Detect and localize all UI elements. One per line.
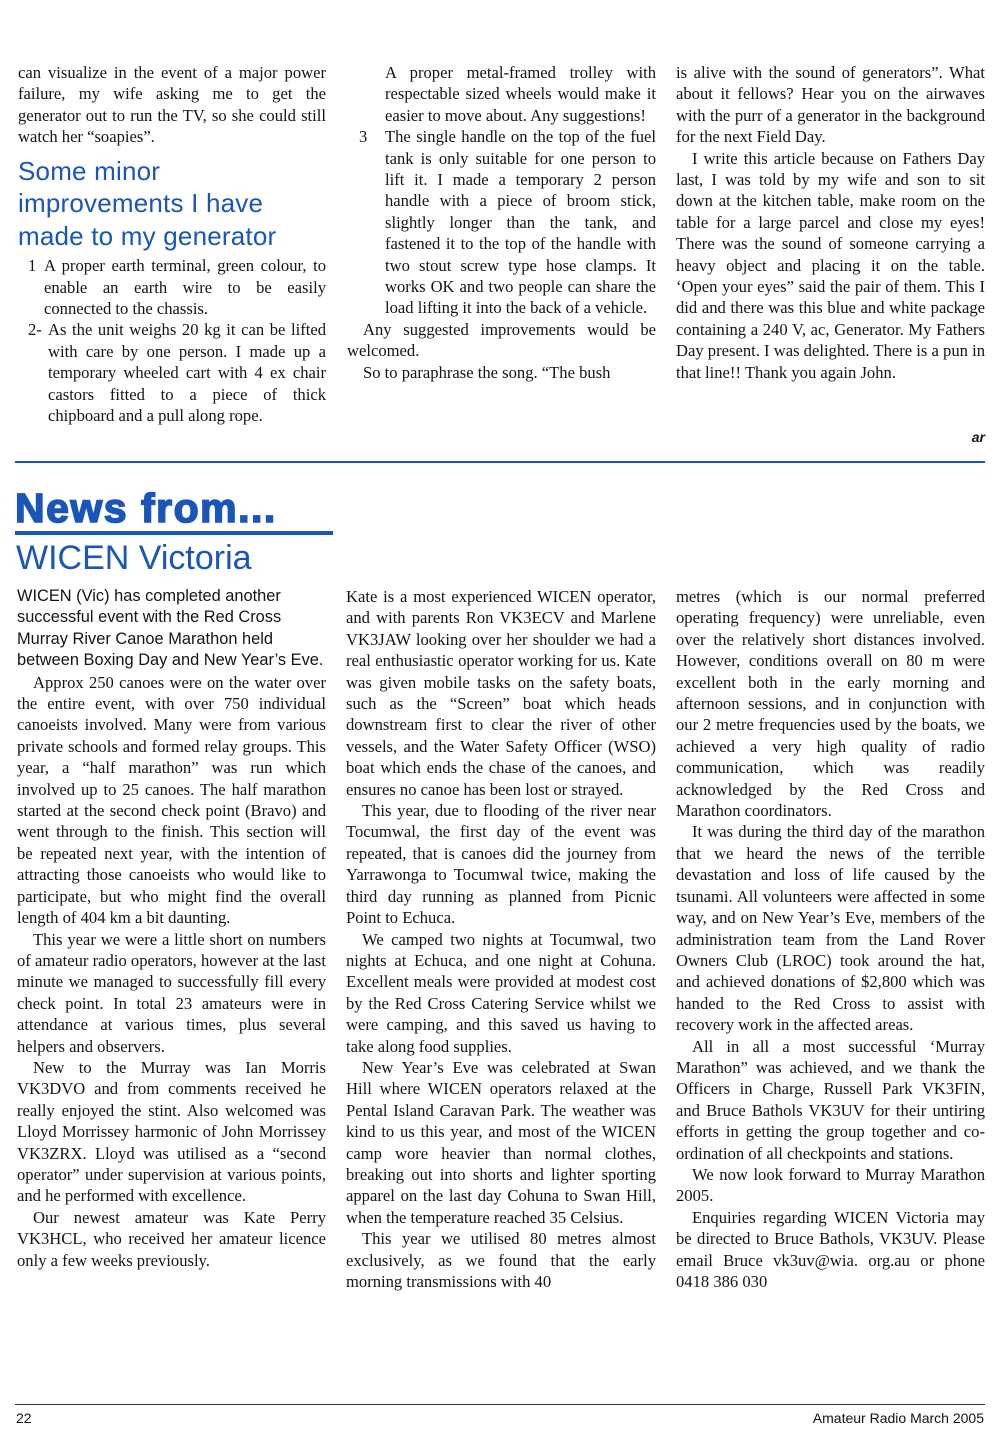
paragraph: It was during the third day of the marathon that we heard the news of the terrible devastation and loss of life caused by the tsunami. All volunteers were affected in some way, and on New Year’s Eve, members of the administration team from the Land Rover Owners Club (LROC) took around the hat, and achieved donations of $2,800 which was handed to the Red Cross to assist with recovery work in the affected areas. bbox=[676, 822, 985, 1035]
paragraph: This year, due to flooding of the river near Tocumwal, the first day of the event was repeated, that is canoes did the journey from Yarrawonga to Tocumwal twice, making the third day running as planned from Picnic Point to Echuca. bbox=[346, 801, 656, 928]
banner-underline bbox=[15, 531, 333, 535]
paragraph: New to the Murray was Ian Morris VK3DVO and from comments received he really enjoyed the stint. Also welcomed was Lloyd Morrissey harmonic of John Morrissey VK3ZRX. Lloyd was utilised as a “second operator” under supervision at various points, and he performed with excellence. bbox=[17, 1057, 326, 1206]
top-column-3 bbox=[676, 62, 985, 383]
list-item-text: The single handle on the top of the fuel tank is only suitable for one person to lift it. I made a temporary 2 person handle with a piece of broom stick, slightly longer than the tank, and fastened it to the top of the handle with two stout screw type hose clamps. It works OK and two people can share the load lifting it into the back of a vehicle. bbox=[385, 127, 656, 318]
news-column-3 bbox=[676, 586, 985, 1292]
paragraph: So to paraphrase the song. “The bush bbox=[363, 362, 611, 382]
page-number: 22 bbox=[16, 1410, 32, 1426]
publication-footer: Amateur Radio March 2005 bbox=[812, 1410, 984, 1426]
top-column-1 bbox=[18, 62, 326, 426]
paragraph: Our newest amateur was Kate Perry VK3HCL, who received her amateur licence only a few weeks previously. bbox=[17, 1207, 326, 1270]
paragraph: All in all a most successful ‘Murray Marathon” was achieved, and we thank the Officers in Charge, Russell Park VK3FIN, and Bruce Bathols VK3UV for their untiring efforts in getting the group together and co-ordination of all checkpoints and stations. bbox=[676, 1036, 985, 1163]
paragraph: Enquiries regarding WICEN Victoria may be directed to Bruce Bathols, VK3UV. Please email Bruce vk3uv@wia. org.au or phone 0418 386 030 bbox=[676, 1207, 985, 1291]
paragraph: is alive with the sound of generators”. What about it fellows? Hear you on the airwaves with the purr of a generator in the background for the next Field Day. bbox=[676, 63, 985, 147]
top-column-2 bbox=[347, 62, 656, 383]
news-column-2 bbox=[346, 586, 656, 1292]
paragraph: This year we utilised 80 metres almost exclusively, as we found that the early morning transmissions with 40 bbox=[346, 1229, 656, 1291]
paragraph: New Year’s Eve was celebrated at Swan Hill where WICEN operators relaxed at the Pental Island Caravan Park. The weather was kind to us this year, and most of the WICEN camp wore heavier than normal clothes, breaking out into shorts and lighter sporting apparel on the last day Cohuna to Swan Hill, when the temperature reached 35 Celsius. bbox=[346, 1057, 656, 1227]
paragraph: Approx 250 canoes were on the water over the entire event, with over 750 individual canoeists involved. Many were from various private schools and formed relay groups. This year, a “half marathon” was run which involved up to 25 canoes. The half marathon started at the second check point (Bravo) and went through to the finish. This section will be repeated next year, with the intention of attracting those canoeists who would like to participate, but who might find the overall length of 404 km a bit daunting. bbox=[17, 672, 326, 928]
list-item bbox=[347, 126, 656, 319]
top-intro-paragraph: can visualize in the event of a major power failure, my wife asking me to get the generator out to run the TV, so she could still watch her “soapies”. bbox=[18, 63, 326, 147]
paragraph: Any suggested improvements would be welcomed. bbox=[347, 319, 656, 361]
paragraph: We now look forward to Murray Marathon 2005. bbox=[676, 1164, 985, 1206]
paragraph: metres (which is our normal preferred operating frequency) were unreliable, even over the relatively short distances involved. However, conditions overall on 80 m were excellent both in the early morning and afternoon sessions, and in conjunction with our 2 metre frequencies used by the boats, we achieved a very high quality of radio communication, which was readily acknowledged by the Red Cross and Marathon coordinators. bbox=[676, 587, 985, 821]
paragraph: Kate is a most experienced WICEN operator, and with parents Ron VK3ECV and Marlene VK3JAW looking over her shoulder we had a real enthusiastic operator working for us. Kate was given mobile tasks on the safety boats, such as the “Screen” boat which heads downstream first to clear the river of other vessels, and the Water Safety Officer (WSO) boat which ends the chase of the canoes, and ensures no canoe has been lost or strayed. bbox=[346, 587, 656, 799]
paragraph: We camped two nights at Tocumwal, two nights at Echuca, and one night at Cohuna. Excellent meals were provided at modest cost by the Red Cross Catering Service whilst we were camping, and this saved us having to take along food supplies. bbox=[346, 929, 656, 1056]
list-item-number: 1 bbox=[28, 256, 37, 276]
section-subheading: Some minor improvements I have made to my generator bbox=[18, 155, 277, 251]
paragraph: I write this article because on Fathers Day last, I was told by my wife and son to sit down at the kitchen table, make room on the table for a large parcel and close my eyes! There was the sound of someone carrying a heavy object and placing it on the table. ‘Open your eyes” said the pair of them. This I did and there was this blue and white package containing a 240 V, ac, Generator. My Fathers Day present. I was delighted. There is a pun in that line!! Thank you again John. bbox=[676, 148, 985, 382]
list-item-text: A proper earth terminal, green colour, to enable an earth wire to be easily connected to the chassis. bbox=[44, 256, 326, 318]
list-item bbox=[18, 319, 326, 426]
list-item bbox=[18, 255, 326, 319]
news-banner: News from... bbox=[15, 485, 277, 531]
list-item-continuation: A proper metal-framed trolley with respectable sized wheels would make it easier to move about. Any suggestions! bbox=[385, 63, 656, 125]
section-divider bbox=[15, 461, 985, 463]
list-item-text: As the unit weighs 20 kg it can be lifted with care by one person. I made up a temporary wheeled cart with 4 ex chair castors fitted to a piece of thick chipboard and a pull along rope. bbox=[48, 320, 326, 425]
list-item-number: 2- bbox=[28, 320, 42, 340]
news-column-1 bbox=[17, 586, 326, 1271]
article-end-mark: ar bbox=[971, 429, 985, 445]
article-title: WICEN Victoria bbox=[16, 539, 252, 577]
list-item-number: 3 bbox=[359, 127, 368, 147]
paragraph: This year we were a little short on numbers of amateur radio operators, however at the last minute we managed to successfully fill every check point. In total 23 amateurs were in attendance at various times, plus several helpers and observers. bbox=[17, 929, 326, 1056]
lead-paragraph: WICEN (Vic) has completed another successful event with the Red Cross Murray River Canoe Marathon held between Boxing Day and New Year’s Eve. bbox=[17, 587, 324, 670]
footer-rule bbox=[15, 1404, 985, 1405]
